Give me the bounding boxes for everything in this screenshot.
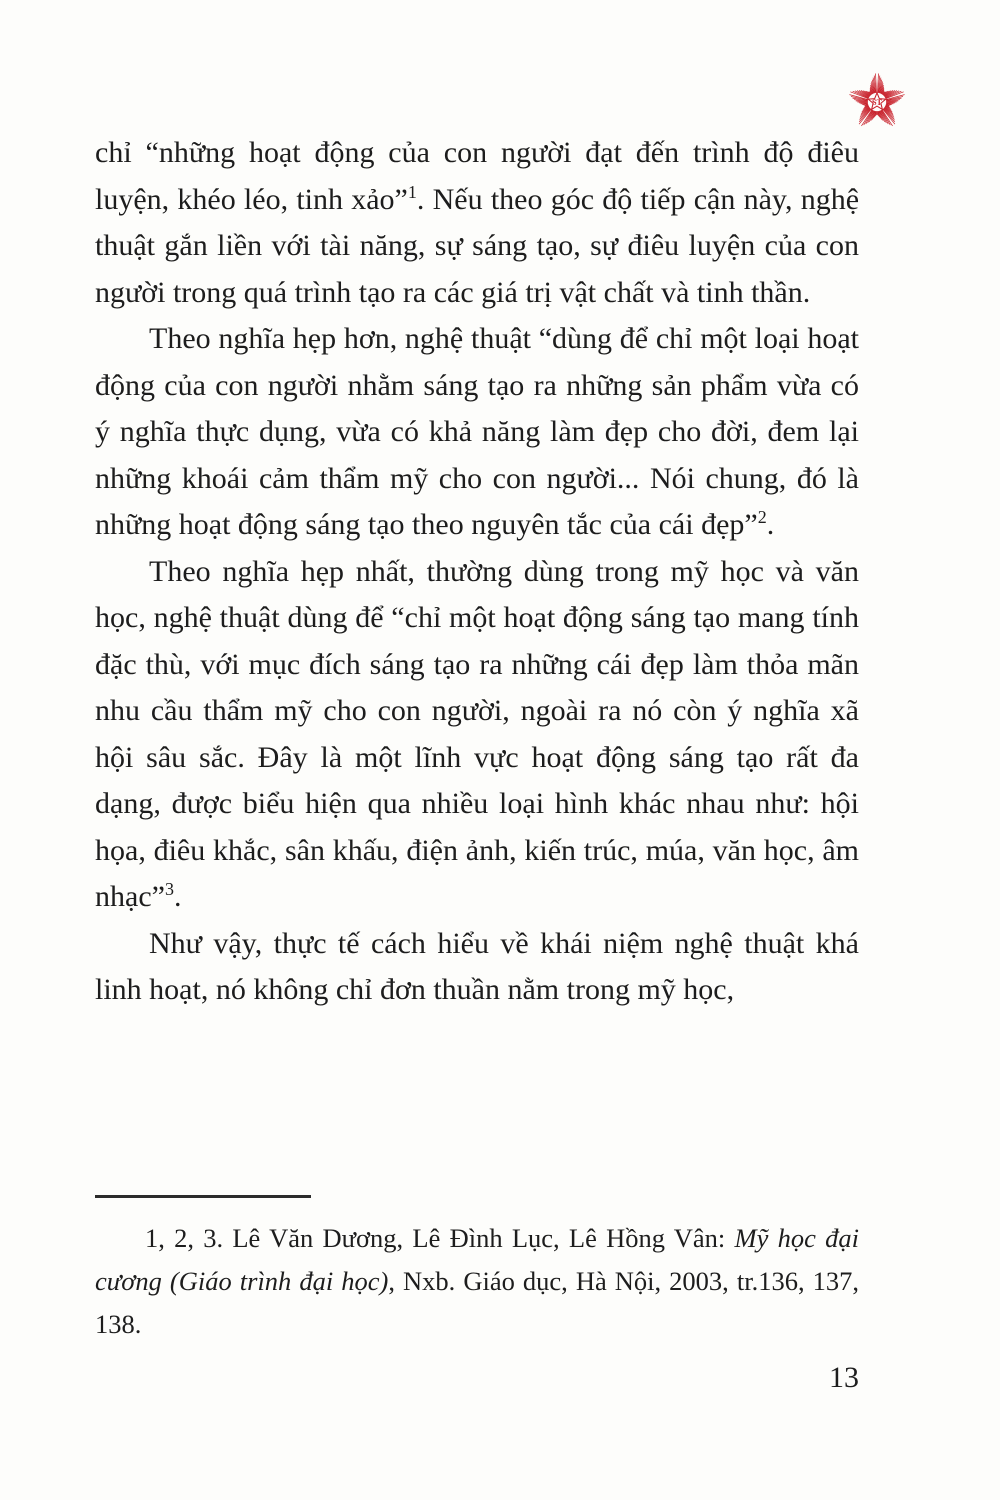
text-segment: Như vậy, thực tế cách hiểu về khái niệm nghệ thuật khá linh hoạt, nó không chỉ đơn thuần nằm trong mỹ học,: [95, 926, 859, 1006]
footnote-ref-1: 1: [407, 181, 417, 202]
footnote-ref-2: 2: [757, 507, 767, 527]
text-segment: .: [173, 880, 182, 913]
footnote-citation-suffix: , Nxb. Giáo dục, Hà Nội, 2003, tr.136, 137, 138.: [95, 1266, 859, 1339]
paragraph-4: [95, 921, 859, 1014]
paragraph-3: [95, 549, 859, 921]
footnote-text: [95, 1217, 859, 1346]
footnote-citation-prefix: 1, 2, 3. Lê Văn Dương, Lê Đình Lục, Lê Hồng Vân:: [145, 1223, 735, 1253]
page-number: 13: [829, 1361, 859, 1394]
footnote-divider: [95, 1195, 311, 1198]
logo-monogram: ST: [871, 98, 883, 108]
footnote-book-title: Mỹ học đại cương (Giáo trình đại học): [95, 1223, 859, 1296]
paragraph-1: [95, 130, 859, 316]
text-segment: chỉ “những hoạt động của con người đạt đến trình độ điêu luyện, khéo léo, tinh xảo”: [95, 136, 859, 216]
text-segment: Theo nghĩa hẹp hơn, nghệ thuật “dùng để chỉ một loại hoạt động của con người nhằm sáng tạo ra những sản phẩm vừa có ý nghĩa thực dụng, vừa có khả năng làm đẹp cho đời, đem lại những khoái cảm thẩm mỹ cho con người... Nói chung, đó là những hoạt động sáng tạo theo nguyên tắc của cái đẹp”: [95, 322, 859, 541]
text-segment: . Nếu theo góc độ tiếp cận này, nghệ thuật gắn liền với tài năng, sự sáng tạo, sự điêu luyện của con người trong quá trình tạo ra các giá trị vật chất và tinh thần.: [95, 182, 860, 309]
body-text: [95, 130, 859, 1014]
footnote-section: [95, 1195, 859, 1346]
paragraph-2: [95, 316, 859, 549]
text-segment: Theo nghĩa hẹp nhất, thường dùng trong mỹ học và văn học, nghệ thuật dùng để “chỉ một hoạt động sáng tạo mang tính đặc thù, với mục đích sáng tạo ra những cái đẹp làm thỏa mãn nhu cầu thẩm mỹ cho con người, ngoài ra nó còn ý nghĩa xã hội sâu sắc. Đây là một lĩnh vực hoạt động sáng tạo rất đa dạng, được biểu hiện qua nhiều loại hình khác nhau như: hội họa, điêu khắc, sân khấu, điện ảnh, kiến trúc, múa, văn học, âm nhạc”: [95, 554, 859, 913]
text-segment: .: [766, 508, 775, 541]
footnote-ref-3: 3: [164, 879, 174, 899]
publisher-star-logo: [846, 70, 908, 134]
